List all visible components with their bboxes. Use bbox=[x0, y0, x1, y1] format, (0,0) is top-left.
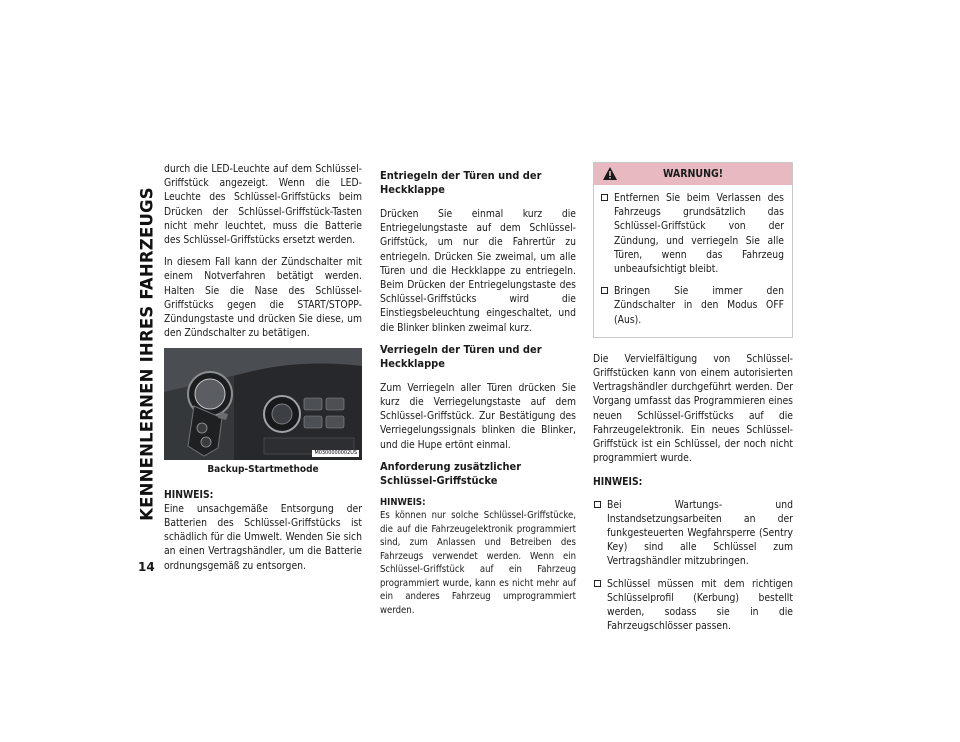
warning-item-text: Entfernen Sie beim Verlassen des Fahrzeugs grundsätzlich das Schlüssel-Griffstück von der Zündung, und verriegeln Sie alle Türen, wenn das Fahrzeug unbeaufsichtigt bleibt. bbox=[614, 192, 784, 276]
warning-body bbox=[594, 185, 792, 337]
image-code: M0300000002US bbox=[314, 450, 357, 457]
checkbox-bullet-icon bbox=[594, 501, 601, 508]
warning-item-text: Bringen Sie immer den Zündschalter in den Modus OFF (Aus). bbox=[614, 285, 784, 326]
image-caption: Backup-Startmethode bbox=[207, 464, 319, 476]
chapter-side-title-text: KENNENLERNEN IHRES FAHRZEUGS bbox=[137, 187, 157, 521]
column-left bbox=[164, 162, 362, 581]
warning-item bbox=[600, 284, 784, 327]
paragraph: Die Vervielfältigung von Schlüssel-Griffstücken kann von einem autorisierten Vertragshändler durchgeführt werden. Der Vorgang umfasst das Programmieren eines neuen Schlüssel-Griffstücks auf die Fahrzeugelektronik. Ein neues Schlüssel-Griffstück ist ein Schlüssel, der noch nicht programmiert wurde. bbox=[593, 352, 793, 465]
note-label: HINWEIS: bbox=[164, 488, 214, 501]
paragraph: durch die LED-Leuchte auf dem Schlüssel-Griffstück angezeigt. Wenn die LED-Leuchte des Schlüssel-Griffstücks beim Drücken der Schlüssel-Griffstück-Tasten nicht mehr leuchtet, muss die Batterie des Schlüssel-Griffstücks ersetzt werden. bbox=[164, 163, 362, 247]
warning-title: WARNUNG! bbox=[662, 168, 724, 180]
section-heading: Entriegeln der Türen und der Heckklappe bbox=[380, 169, 542, 196]
checkbox-bullet-icon bbox=[601, 287, 608, 294]
column-right bbox=[593, 162, 793, 641]
paragraph: Drücken Sie einmal kurz die Entriegelungstaste auf dem Schlüssel-Griffstück, um nur die Fahrertür zu entriegeln. Drücken Sie zweimal, um alle Türen und die Heckklappe zu entriegeln. Beim Drücken der Entriegelungstaste des Schlüssel-Griffstücks wird die Einstiegsbeleuchtung eingeschaltet, und die Blinker blinken zweimal kurz. bbox=[380, 208, 576, 334]
checkbox-bullet-icon bbox=[601, 194, 608, 201]
chapter-side-title bbox=[136, 170, 158, 538]
dashboard-illustration bbox=[164, 348, 362, 460]
section-heading-line: Schlüssel-Griffstücke bbox=[380, 473, 498, 487]
section-heading bbox=[380, 460, 576, 488]
section-heading: Verriegeln der Türen und der Heckklappe bbox=[380, 342, 542, 370]
backup-start-photo bbox=[164, 348, 362, 460]
note-item-text: Bei Wartungs- und Instandsetzungsarbeiten an der funkgesteuerten Wegfahrsperre (Sentry Key) sind alle Schlüssel zum Vertragshändler mitzubringen. bbox=[607, 498, 793, 568]
note-item bbox=[593, 577, 793, 634]
paragraph: Zum Verriegeln aller Türen drücken Sie kurz die Verriegelungstaste auf dem Schlüssel-Griffstück. Zur Bestätigung des Verriegelungssignals blinken die Blinker, und die Hupe ertönt einmal. bbox=[380, 381, 576, 451]
note-item-text: Schlüssel müssen mit dem richtigen Schlüsselprofil (Kerbung) bestellt werden, sodass sie in die Fahrzeugschlösser passen. bbox=[607, 577, 793, 633]
paragraph: In diesem Fall kann der Zündschalter mit einem Notverfahren betätigt werden. Halten Sie die Nase des Schlüssel-Griffstücks gegen die START/STOPP-Zündungstaste und drücken Sie diese, um den Zündschalter zu betätigen. bbox=[164, 256, 362, 340]
warning-box bbox=[593, 162, 793, 338]
section-heading-line: Anforderung zusätzlicher bbox=[380, 459, 522, 473]
note-label: HINWEIS: bbox=[380, 496, 426, 508]
note-text: Es können nur solche Schlüssel-Griffstücke, die auf die Fahrzeugelektronik programmiert sind, zum Anlassen und Betreiben des Fahrzeugs verwendet werden. Wenn ein Schlüssel-Griffstück auf ein Fahrzeug programmiert wurde, kann es nicht mehr auf ein anderes Fahrzeug umprogrammiert werden. bbox=[380, 510, 576, 616]
warning-header bbox=[594, 163, 792, 185]
note-item bbox=[593, 498, 793, 569]
warning-item bbox=[600, 191, 784, 276]
checkbox-bullet-icon bbox=[594, 580, 601, 587]
note-text: Eine unsachgemäße Entsorgung der Batterien des Schlüssel-Griffstücks ist schädlich für die Umwelt. Wenden Sie sich an einen Vertragshändler, um die Batterie ordnungsgemäß zu entsorgen. bbox=[164, 502, 362, 572]
page-number: 14 bbox=[138, 560, 155, 574]
note-label: HINWEIS: bbox=[593, 476, 643, 489]
warning-triangle-icon bbox=[602, 166, 618, 181]
column-middle bbox=[380, 162, 576, 625]
